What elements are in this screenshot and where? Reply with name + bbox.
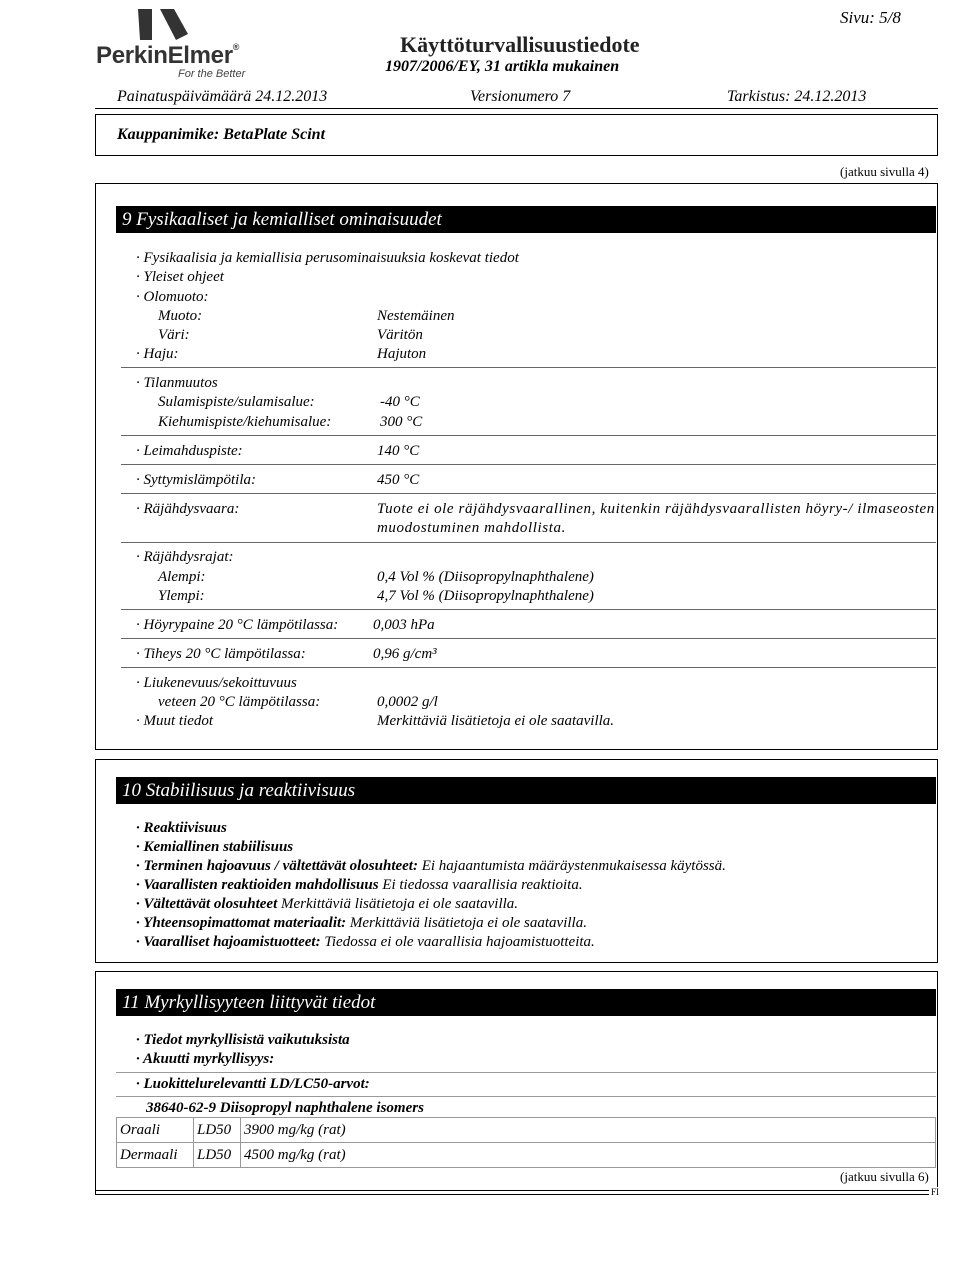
separator [121,638,936,639]
vapour-pressure-label: · Höyrypaine 20 °C lämpötilassa: [136,617,339,633]
upper-limit-label: Ylempi: [158,588,205,604]
value-cell: 3900 mg/kg (rat) [241,1118,936,1143]
boiling-label: Kiehumispiste/kiehumisalue: [158,414,332,430]
trade-name: Kauppanimike: BetaPlate Scint [95,114,938,156]
separator [121,493,936,494]
document-title: Käyttöturvallisuustiedote [400,32,640,57]
explosion-value: Tuote ei ole räjähdysvaarallinen, kuitenkin räjähdysvaarallisten höyry-/ ilmaseosten muodostuminen mahdollista. [377,501,935,536]
odor-label: · Haju: [136,346,179,362]
page-number: Sivu: 5/8 [840,8,901,27]
form-label: Muoto: [158,308,203,324]
language-code: FI [931,1187,940,1197]
print-date: Painatuspäivämäärä 24.12.2013 [117,88,328,105]
separator [121,542,936,543]
general-heading: · Yleiset ohjeet [136,269,224,285]
color-label: Väri: [158,327,190,343]
revision-date: Tarkistus: 24.12.2013 [727,88,867,105]
vapour-pressure-value: 0,003 hPa [373,617,435,633]
other-info-value: Merkittäviä lisätietoja ei ole saatavilla. [377,713,615,729]
explosion-label: · Räjähdysvaara: [136,501,240,517]
form-value: Nestemäinen [377,308,455,324]
stability-heading: · Kemiallinen stabiilisuus [136,839,294,855]
water-solubility-value: 0,0002 g/l [377,694,438,710]
decomposition-products: · Vaaralliset hajoamistuotteet: Tiedossa ei ole vaarallisia hajoamistuotteita. [136,934,595,950]
route-cell: Oraali [117,1118,194,1143]
logo-tagline: For the Better [178,68,246,80]
water-solubility-label: veteen 20 °C lämpötilassa: [158,694,321,710]
appearance-heading: · Olomuoto: [136,289,209,305]
separator [121,367,936,368]
section-9-title: 9 Fysikaaliset ja kemialliset ominaisuudet [116,206,936,233]
state-change-heading: · Tilanmuutos [136,375,218,391]
ignition-value: 450 °C [377,472,420,488]
lower-limit-value: 0,4 Vol % (Diisopropylnaphthalene) [377,569,594,585]
flash-point-value: 140 °C [377,443,420,459]
separator [121,667,936,668]
density-value: 0,96 g/cm³ [373,646,437,662]
section-10-title: 10 Stabiilisuus ja reaktiivisuus [116,777,936,804]
flash-point-label: · Leimahduspiste: [136,443,243,459]
ignition-label: · Syttymislämpötila: [136,472,256,488]
color-value: Väritön [377,327,423,343]
upper-limit-value: 4,7 Vol % (Diisopropylnaphthalene) [377,588,594,604]
melting-label: Sulamispiste/sulamisalue: [158,394,315,410]
thermal-decomposition: · Terminen hajoavuus / vältettävät olosuhteet: Ei hajaantumista määräystenmukaisessa käytössä. [136,858,726,874]
type-cell: LD50 [194,1143,241,1168]
section-10 [95,759,938,963]
table-row [117,1143,936,1168]
explosion-limits-label: · Räjähdysrajat: [136,549,234,565]
acute-toxicity-heading: · Akuutti myrkyllisyys: [136,1051,275,1067]
continued-from: (jatkuu sivulla 4) [840,164,929,179]
solubility-label: · Liukenevuus/sekoittuvuus [136,675,297,691]
separator [116,1096,936,1097]
header-rule [95,108,938,109]
toxic-effects-heading: · Tiedot myrkyllisistä vaikutuksista [136,1032,350,1048]
separator [121,435,936,436]
separator [121,609,936,610]
logo-brand: PerkinElmer® [96,42,240,69]
footer-rule [95,1190,938,1191]
section-11-title: 11 Myrkyllisyyteen liittyvät tiedot [116,989,936,1016]
continued-to: (jatkuu sivulla 6) [840,1169,929,1184]
ld50-label: · Luokittelurelevantti LD/LC50-arvot: [136,1076,370,1092]
boiling-value: 300 °C [380,414,423,430]
incompatible-materials: · Yhteensopimattomat materiaalit: Merkittäviä lisätietoja ei ole saatavilla. [136,915,587,931]
other-info-label: · Muut tiedot [136,713,214,729]
melting-value: -40 °C [380,394,420,410]
version-number: Versionumero 7 [470,88,571,105]
ld50-table [116,1117,936,1168]
density-label: · Tiheys 20 °C lämpötilassa: [136,646,306,662]
odor-value: Hajuton [377,346,427,362]
separator [116,1072,936,1073]
table-row [117,1118,936,1143]
reactivity-heading: · Reaktiivisuus [136,820,227,836]
lower-limit-label: Alempi: [158,569,206,585]
basic-info-heading: · Fysikaalisia ja kemiallisia perusominaisuuksia koskevat tiedot [136,250,519,266]
document-subtitle: 1907/2006/EY, 31 artikla mukainen [385,58,620,75]
type-cell: LD50 [194,1118,241,1143]
substance-name: 38640-62-9 Diisopropyl naphthalene isomers [146,1100,424,1116]
section-9 [95,183,938,750]
route-cell: Dermaali [117,1143,194,1168]
conditions-to-avoid: · Vältettävät olosuhteet Merkittäviä lisätietoja ei ole saatavilla. [136,896,519,912]
value-cell: 4500 mg/kg (rat) [241,1143,936,1168]
hazardous-reactions: · Vaarallisten reaktioiden mahdollisuus Ei tiedossa vaarallisia reaktioita. [136,877,583,893]
section-11 [95,971,938,1195]
separator [121,464,936,465]
